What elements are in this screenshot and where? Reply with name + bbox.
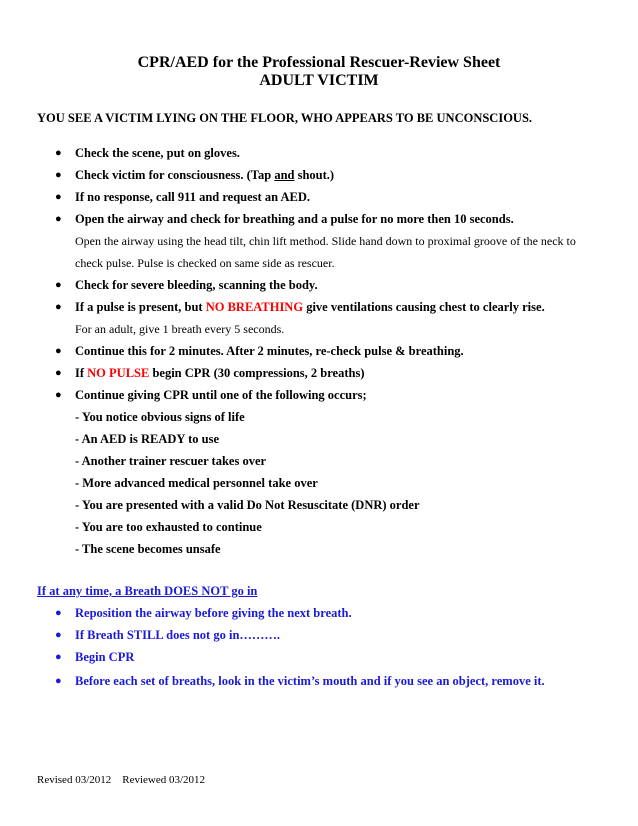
footer-reviewed: Reviewed 03/2012 [122,774,206,786]
step-continue: Continue this for 2 minutes. After 2 minutes, re-check pulse & breathing. [75,344,464,358]
bullet-icon: ● [55,191,62,203]
bullet-icon: ● [55,367,62,379]
no-pulse-highlight: NO PULSE [87,366,150,380]
condition-item: - You are presented with a valid Do Not Resuscitate (DNR) order [75,498,420,512]
step-airway: Open the airway and check for breathing and a pulse for no more then 10 seconds. [75,212,514,226]
step-no-pulse [75,365,365,381]
condition-item: - Another trainer rescuer takes over [75,454,267,468]
step-no-pulse-text-end: begin CPR (30 compressions, 2 breaths) [149,366,365,380]
step-no-pulse-text: If [75,366,88,380]
bullet-icon: ● [55,279,62,291]
underlined-and: and [274,168,295,182]
page-title: CPR/AED for the Professional Rescuer-Review Sheet [137,54,501,71]
step-pulse-text: If a pulse is present, but [75,300,206,314]
step-airway-detail: Open the airway using the head tilt, chin lift method. Slide hand down to proximal groove of the neck to [75,234,576,248]
bullet-icon: ● [55,301,62,313]
step-bleeding: Check for severe bleeding, scanning the body. [75,278,318,292]
bullet-icon: ● [55,651,62,663]
bullet-icon: ● [55,169,62,181]
bullet-icon: ● [55,629,62,641]
step-pulse-present [75,299,545,315]
bullet-icon: ● [55,147,62,159]
step-check-scene: Check the scene, put on gloves. [75,146,240,160]
breath-item: Before each set of breaths, look in the victim’s mouth and if you see an object, remove it. [75,674,545,688]
condition-item: - More advanced medical personnel take over [75,476,318,490]
intro-statement: YOU SEE A VICTIM LYING ON THE FLOOR, WHO APPEARS TO BE UNCONSCIOUS. [37,111,533,125]
step-call-911: If no response, call 911 and request an AED. [75,190,310,204]
no-breathing-highlight: NO BREATHING [205,300,304,314]
page-subtitle: ADULT VICTIM [259,72,379,89]
step-pulse-detail: For an adult, give 1 breath every 5 seconds. [75,322,285,336]
condition-item: - You notice obvious signs of life [75,410,245,424]
breath-item: Begin CPR [75,650,135,664]
step-consciousness [75,167,334,183]
condition-item: - The scene becomes unsafe [75,542,221,556]
bullet-icon: ● [55,213,62,225]
step-consciousness-text-end: shout.) [294,168,335,182]
step-continue-cpr: Continue giving CPR until one of the following occurs; [75,388,367,402]
bullet-icon: ● [55,345,62,357]
breath-section-heading: If at any time, a Breath DOES NOT go in [37,584,258,598]
footer-revised: Revised 03/2012 [37,774,112,786]
bullet-icon: ● [55,607,62,619]
step-pulse-text-end: give ventilations causing chest to clearly rise. [303,300,545,314]
step-consciousness-text: Check victim for consciousness. (Tap [75,168,275,182]
breath-item: If Breath STILL does not go in………. [75,628,281,642]
condition-item: - An AED is READY to use [75,432,220,446]
bullet-icon: ● [55,675,62,687]
step-airway-detail: check pulse. Pulse is checked on same side as rescuer. [75,256,335,270]
condition-item: - You are too exhausted to continue [75,520,262,534]
footer [37,773,205,787]
bullet-icon: ● [55,389,62,401]
breath-item: Reposition the airway before giving the next breath. [75,606,352,620]
